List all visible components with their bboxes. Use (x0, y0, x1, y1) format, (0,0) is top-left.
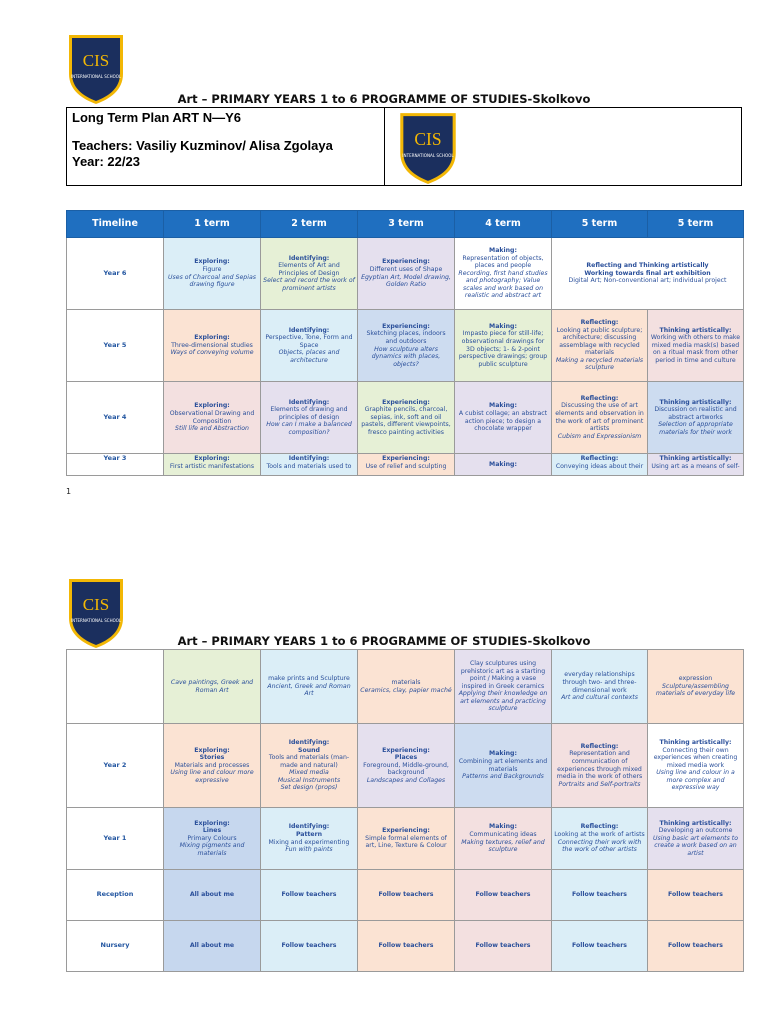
cell: make prints and Sculpture Ancient, Greek and Roman Art (261, 650, 358, 724)
cell: Follow teachers (358, 870, 455, 921)
table-row (67, 724, 744, 808)
cell: Reflecting: Looking at public sculpture; architecture; discussing assemblage with recycled materials Making a recycled materials sculpture (552, 310, 648, 382)
cell: Thinking artistically: Working with others to make mixed media mask(s) based on a ritual mask from other period in time and culture (648, 310, 744, 382)
cell: Follow teachers (552, 870, 648, 921)
header-term4: 4 term (455, 211, 552, 238)
cell: Follow teachers (648, 870, 744, 921)
page-title-2: Art – PRIMARY YEARS 1 to 6 PROGRAMME OF STUDIES-Skolkovo (177, 634, 591, 648)
row-label: Nursery (67, 921, 164, 972)
cell: Experiencing: Use of relief and sculpting (358, 454, 455, 476)
cell: Experiencing: Graphite pencils, charcoal, sepias, ink, soft and oil pastels, different viewpoints, fresco painting activities (358, 382, 455, 454)
cell: Making: Representation of objects, places and people Recording, first hand studies and photography; Value scales and work based on realistic and abstract art (455, 238, 552, 310)
plan-table-page2 (66, 649, 744, 972)
table-row (67, 238, 744, 310)
cell: Follow teachers (455, 921, 552, 972)
cell: Reflecting: Conveying ideas about their (552, 454, 648, 476)
cell: Follow teachers (261, 870, 358, 921)
table-row (67, 650, 744, 724)
page-number: 1 (66, 487, 72, 496)
row-label: Year 5 (67, 310, 164, 382)
row-label: Year 4 (67, 382, 164, 454)
cell: Exploring: First artistic manifestations (164, 454, 261, 476)
cell: Exploring: Three-dimensional studies Ways of conveying volume (164, 310, 261, 382)
cell: Follow teachers (261, 921, 358, 972)
cell: expression Sculpture/assembling materials of everyday life (648, 650, 744, 724)
table-row (67, 454, 744, 476)
cell: Experiencing: Places Foreground, Middle-ground, background Landscapes and Collages (358, 724, 455, 808)
cell: All about me (164, 870, 261, 921)
cell: Reflecting: Discussing the use of art elements and observation in the work of art of prominent artists Cubism and Expressionism (552, 382, 648, 454)
header-term3: 3 term (358, 211, 455, 238)
cell: Identifying: Perspective, Tone, Form and Space Objects, places and architecture (261, 310, 358, 382)
cell: Reflecting: Looking at the work of artists Connecting their work with the work of other artists (552, 808, 648, 870)
cell: Identifying: Elements of Art and Principles of Design Select and record the work of prominent artists (261, 238, 358, 310)
row-label: Year 1 (67, 808, 164, 870)
cell: Making: Communicating ideas Making textures, relief and sculpture (455, 808, 552, 870)
table-row (67, 310, 744, 382)
header-timeline: Timeline (67, 211, 164, 238)
cell: Identifying: Tools and materials used to (261, 454, 358, 476)
table-row (67, 808, 744, 870)
cell: Experiencing: Sketching places, indoors and outdoors How sculpture alters dynamics with places, objects? (358, 310, 455, 382)
cell: everyday relationships through two- and three-dimensional work Art and cultural contexts (552, 650, 648, 724)
logo-text: CIS (82, 51, 110, 70)
cell: Experiencing: Different uses of Shape Egyptian Art, Model drawing, Golden Ratio (358, 238, 455, 310)
header-term6: 5 term (648, 211, 744, 238)
cell: Making: A cubist collage; an abstract action piece; to design a chocolate wrapper (455, 382, 552, 454)
cell: Follow teachers (358, 921, 455, 972)
cell: Identifying: Pattern Mixing and experimenting Fun with paints (261, 808, 358, 870)
cell: Thinking artistically: Developing an outcome Using basic art elements to create a work based on an artist (648, 808, 744, 870)
teachers-line: Teachers: Vasiliy Kuzminov/ Alisa Zgolaya (72, 138, 333, 153)
cell: Exploring: Figure Uses of Charcoal and Sepias drawing figure (164, 238, 261, 310)
header-term2: 2 term (261, 211, 358, 238)
table-row (67, 870, 744, 921)
cell: Reflecting: Representation and communication of experiences through mixed media in the work of others Portraits and Self-portraits (552, 724, 648, 808)
header-term5: 5 term (552, 211, 648, 238)
row-label: Year 6 (67, 238, 164, 310)
cell: materials Ceramics, clay, papier maché (358, 650, 455, 724)
header-row (67, 211, 744, 238)
cell: Follow teachers (455, 870, 552, 921)
cell: Exploring: Stories Materials and processes Using line and colour more expressive (164, 724, 261, 808)
table-row (67, 382, 744, 454)
row-label-empty (67, 650, 164, 724)
info-box (66, 107, 742, 186)
logo-subtext-box: INTERNATIONAL SCHOOL (402, 153, 454, 159)
cell: Making: Combining art elements and materials Patterns and Backgrounds (455, 724, 552, 808)
cell: Experiencing: Simple formal elements of art, Line, Texture & Colour (358, 808, 455, 870)
page-title: Art – PRIMARY YEARS 1 to 6 PROGRAMME OF STUDIES-Skolkovo (177, 92, 591, 106)
year-line: Year: 22/23 (72, 154, 140, 169)
cell: Thinking artistically: Connecting their own experiences when creating mixed media work Using line and colour in a more complex and expressive way (648, 724, 744, 808)
cell: Follow teachers (552, 921, 648, 972)
header-term1: 1 term (164, 211, 261, 238)
cell: Follow teachers (648, 921, 744, 972)
cell: Identifying: Elements of drawing and principles of design How can I make a balanced composition? (261, 382, 358, 454)
cell: Identifying: Sound Tools and materials (man-made and natural) Mixed media Musical Instruments Set design (props) (261, 724, 358, 808)
cell: Exploring: Observational Drawing and Composition Still life and Abstraction (164, 382, 261, 454)
row-label: Year 2 (67, 724, 164, 808)
cell: Making: Impasto piece for still-life; observational drawings for 3D objects; 1- & 2-point perspective drawings; group public sculpture (455, 310, 552, 382)
row-label: Year 3 (67, 454, 164, 476)
cell: All about me (164, 921, 261, 972)
plan-table-page1 (66, 210, 744, 476)
table-row (67, 921, 744, 972)
logo-text-box: CIS (414, 128, 442, 149)
logo-subtext-page2: INTERNATIONAL SCHOOL (70, 618, 122, 623)
cell: Cave paintings, Greek and Roman Art (164, 650, 261, 724)
cell: Making: (455, 454, 552, 476)
cell: Reflecting and Thinking artistically Working towards final art exhibition Digital Art; Non-conventional art; individual project (552, 238, 744, 310)
cell: Exploring: Lines Primary Colours Mixing pigments and materials (164, 808, 261, 870)
cell: Clay sculptures using prehistoric art as a starting point / Making a vase inspired in Greek ceramics Applying their knowledge on art elements and practicing sculpture (455, 650, 552, 724)
cis-logo-box (397, 110, 459, 186)
cell: Thinking artistically: Using art as a means of self- (648, 454, 744, 476)
logo-subtext: INTERNATIONAL SCHOOL (70, 74, 122, 79)
row-label: Reception (67, 870, 164, 921)
cell: Thinking artistically: Discussion on realistic and abstract artworks Selection of appropriate materials for their work (648, 382, 744, 454)
plan-title: Long Term Plan ART N—Y6 (72, 110, 242, 125)
logo-text-page2: CIS (82, 595, 110, 614)
